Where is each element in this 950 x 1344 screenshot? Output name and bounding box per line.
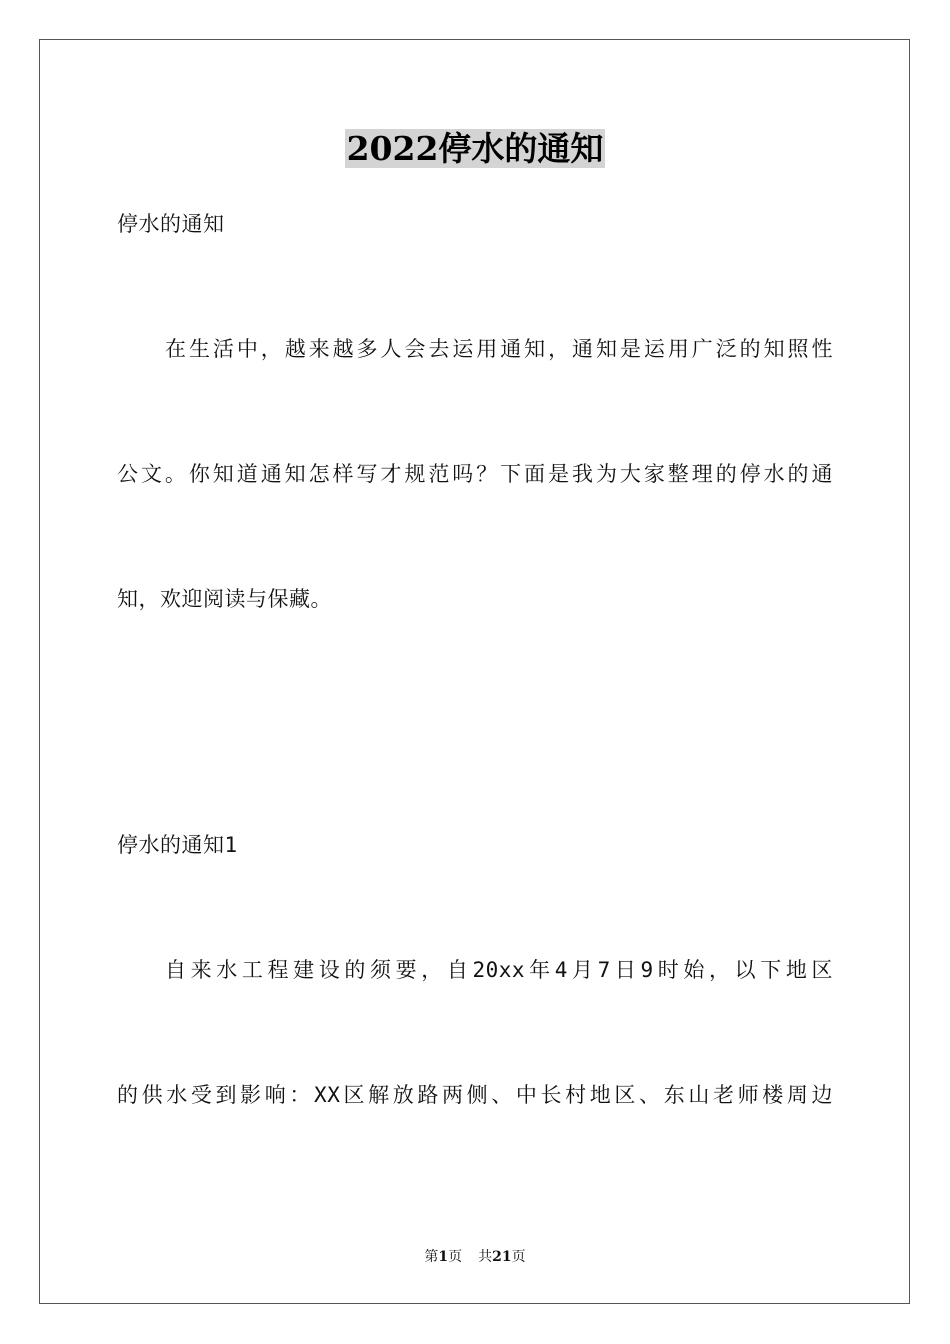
footer-page-current: 1 xyxy=(438,1249,449,1265)
intro-line-3: 知，欢迎阅读与保藏。 xyxy=(117,587,332,611)
page-footer xyxy=(0,1247,950,1267)
section1-line-1: 自来水工程建设的须要，自20xx年4月7日9时始，以下地区 xyxy=(165,958,833,982)
intro-line-1: 在生活中，越来越多人会去运用通知，通知是运用广泛的知照性 xyxy=(165,337,833,361)
document-subtitle: 停水的通知 xyxy=(117,212,225,236)
footer-total-prefix: 共 xyxy=(478,1249,493,1265)
footer-page-total: 21 xyxy=(492,1249,512,1265)
intro-line-2: 公文。你知道通知怎样写才规范吗？下面是我为大家整理的停水的通 xyxy=(117,462,833,486)
document-title-text: 2022停水的通知 xyxy=(346,129,604,168)
footer-page-suffix: 页 xyxy=(448,1249,463,1265)
section1-line-2: 的供水受到影响：XX区解放路两侧、中长村地区、东山老师楼周边 xyxy=(117,1083,833,1107)
footer-total-suffix: 页 xyxy=(511,1249,526,1265)
document-title xyxy=(0,128,950,170)
footer-page-prefix: 第 xyxy=(424,1249,439,1265)
section1-heading: 停水的通知1 xyxy=(117,833,238,857)
